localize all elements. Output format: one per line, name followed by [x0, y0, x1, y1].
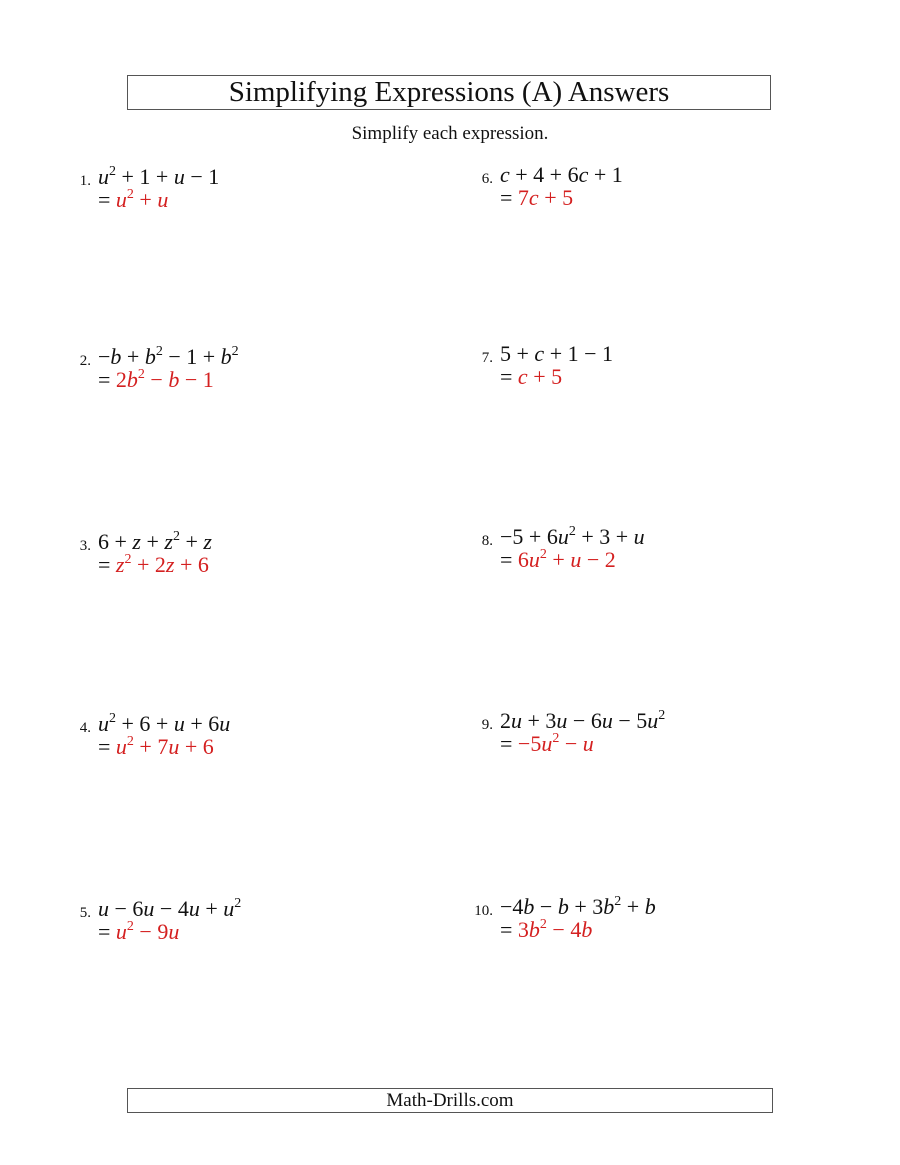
term-text: −5 + 6: [500, 524, 558, 549]
variable: z: [164, 529, 173, 554]
term-text: + 3: [522, 708, 557, 733]
term-text: −: [98, 344, 111, 369]
variable: u: [223, 896, 235, 921]
problem-answer: [500, 365, 562, 389]
variable: z: [203, 529, 212, 554]
answer-value: [116, 367, 214, 392]
variable: u: [582, 731, 594, 756]
variable: b: [144, 344, 156, 369]
term-text: − 6: [109, 896, 144, 921]
answer-value: [518, 731, 594, 756]
term-text: 2: [115, 367, 127, 392]
term-text: + 1: [588, 162, 623, 187]
answer-value: [116, 919, 179, 944]
variable: u: [98, 164, 109, 189]
problem-expression: [98, 345, 239, 369]
problem-expression: [500, 163, 623, 187]
problem-number: 8.: [481, 533, 493, 549]
term-text: +: [179, 529, 204, 554]
problem-answer: [500, 548, 616, 572]
variable: c: [500, 162, 510, 187]
variable: b: [220, 344, 232, 369]
exponent: 2: [126, 734, 134, 749]
equals-sign: =: [500, 731, 518, 756]
term-text: 5 +: [500, 341, 535, 366]
term-text: − 1: [179, 367, 214, 392]
problem-answer: [98, 553, 209, 577]
exponent: 2: [124, 552, 132, 567]
term-text: + 2: [131, 552, 166, 577]
answer-value: [518, 185, 573, 210]
variable: u: [115, 187, 127, 212]
variable: b: [644, 894, 656, 919]
problem-number: 2.: [79, 353, 91, 369]
term-text: +: [121, 344, 145, 369]
exponent: 2: [126, 919, 134, 934]
term-text: + 3: [568, 894, 604, 919]
variable: u: [157, 187, 169, 212]
variable: b: [126, 367, 138, 392]
term-text: − 1 +: [162, 344, 221, 369]
answer-value: [518, 364, 562, 389]
variable: u: [557, 524, 569, 549]
variable: z: [132, 529, 141, 554]
equals-sign: =: [98, 919, 116, 944]
term-text: − 4: [154, 896, 189, 921]
exponent: 2: [552, 731, 560, 746]
term-text: −4: [500, 894, 524, 919]
variable: b: [557, 894, 569, 919]
variable: u: [556, 708, 568, 733]
exponent: 2: [568, 524, 576, 539]
term-text: + 4 + 6: [509, 162, 579, 187]
exponent: 2: [231, 344, 239, 359]
variable: u: [115, 919, 127, 944]
variable: b: [110, 344, 122, 369]
term-text: + 6 +: [116, 711, 174, 736]
variable: u: [528, 547, 540, 572]
term-text: − 6: [567, 708, 602, 733]
term-text: + 7: [133, 734, 169, 759]
exponent: 2: [109, 711, 116, 726]
variable: c: [578, 162, 589, 187]
term-text: +: [621, 894, 645, 919]
variable: u: [168, 919, 180, 944]
term-text: − 2: [581, 547, 616, 572]
term-text: + 1 − 1: [544, 341, 614, 366]
problem-answer: [98, 735, 214, 759]
worksheet-title: Simplifying Expressions (A) Answers: [127, 75, 771, 110]
variable: b: [603, 894, 615, 919]
term-text: 2: [500, 708, 511, 733]
problem-expression: [500, 895, 656, 919]
problem-answer: [500, 732, 594, 756]
equals-sign: =: [98, 367, 116, 392]
variable: u: [511, 708, 522, 733]
problem-expression: [98, 897, 241, 921]
term-text: + 6: [174, 552, 209, 577]
variable: z: [115, 552, 125, 577]
term-text: 3: [517, 917, 529, 942]
term-text: 6 +: [98, 529, 133, 554]
answer-value: [116, 552, 209, 577]
exponent: 2: [126, 187, 134, 202]
variable: u: [98, 711, 109, 736]
term-text: − 9: [133, 919, 169, 944]
problem-answer: [500, 186, 573, 210]
term-text: − 1: [184, 164, 220, 189]
term-text: +: [140, 529, 165, 554]
variable: b: [528, 917, 540, 942]
equals-sign: =: [98, 187, 116, 212]
problem-expression: [500, 342, 613, 366]
variable: u: [143, 896, 155, 921]
exponent: 2: [155, 344, 163, 359]
variable: u: [570, 547, 582, 572]
problem-expression: [500, 525, 645, 549]
exponent: 2: [109, 164, 116, 179]
footer-site-name: Math-Drills.com: [127, 1088, 773, 1113]
term-text: − 5: [612, 708, 648, 733]
term-text: + 1 +: [116, 164, 174, 189]
variable: z: [165, 552, 175, 577]
term-text: + 6: [184, 711, 220, 736]
problem-answer: [98, 920, 179, 944]
problem-number: 5.: [79, 905, 91, 921]
exponent: 2: [539, 547, 547, 562]
equals-sign: =: [98, 552, 116, 577]
term-text: −: [144, 367, 169, 392]
term-text: 6: [517, 547, 529, 572]
term-text: +: [133, 187, 158, 212]
problem-expression: [500, 709, 665, 733]
variable: u: [115, 734, 127, 759]
variable: u: [633, 524, 645, 549]
problem-number: 4.: [79, 720, 91, 736]
problem-number: 7.: [481, 350, 493, 366]
problem-expression: [98, 165, 219, 189]
equals-sign: =: [500, 364, 518, 389]
exponent: 2: [234, 896, 242, 911]
equals-sign: =: [500, 917, 518, 942]
answer-value: [518, 917, 592, 942]
term-text: 7: [517, 185, 529, 210]
exponent: 2: [137, 367, 145, 382]
problem-number: 10.: [474, 903, 493, 919]
term-text: + 5: [538, 185, 574, 210]
instructions: Simplify each expression.: [351, 123, 549, 144]
equals-sign: =: [98, 734, 116, 759]
variable: u: [173, 164, 185, 189]
variable: b: [168, 367, 180, 392]
variable: b: [523, 894, 535, 919]
problem-answer: [98, 368, 214, 392]
term-text: − 4: [546, 917, 582, 942]
equals-sign: =: [500, 547, 518, 572]
exponent: 2: [658, 708, 666, 723]
term-text: +: [199, 896, 224, 921]
exponent: 2: [539, 917, 547, 932]
term-text: + 3 +: [575, 524, 634, 549]
answer-value: [116, 187, 168, 212]
problem-number: 3.: [79, 538, 91, 554]
variable: c: [528, 185, 539, 210]
problem-answer: [500, 918, 592, 942]
problem-expression: [98, 530, 212, 554]
problem-answer: [98, 188, 168, 212]
variable: u: [168, 734, 180, 759]
answer-value: [116, 734, 214, 759]
variable: c: [534, 341, 545, 366]
term-text: −: [559, 731, 583, 756]
variable: u: [219, 711, 231, 736]
variable: u: [647, 708, 659, 733]
exponent: 2: [172, 529, 180, 544]
term-text: −5: [517, 731, 542, 756]
problem-number: 9.: [481, 717, 493, 733]
equals-sign: =: [500, 185, 518, 210]
variable: u: [188, 896, 200, 921]
answer-value: [518, 547, 616, 572]
term-text: + 6: [179, 734, 214, 759]
term-text: + 5: [527, 364, 563, 389]
term-text: −: [534, 894, 558, 919]
problem-expression: [98, 712, 230, 736]
variable: u: [173, 711, 185, 736]
variable: u: [601, 708, 613, 733]
variable: u: [98, 896, 109, 921]
variable: c: [517, 364, 528, 389]
term-text: +: [546, 547, 571, 572]
exponent: 2: [614, 894, 622, 909]
problem-number: 1.: [79, 173, 91, 189]
problem-number: 6.: [481, 171, 493, 187]
variable: b: [581, 917, 593, 942]
variable: u: [541, 731, 553, 756]
